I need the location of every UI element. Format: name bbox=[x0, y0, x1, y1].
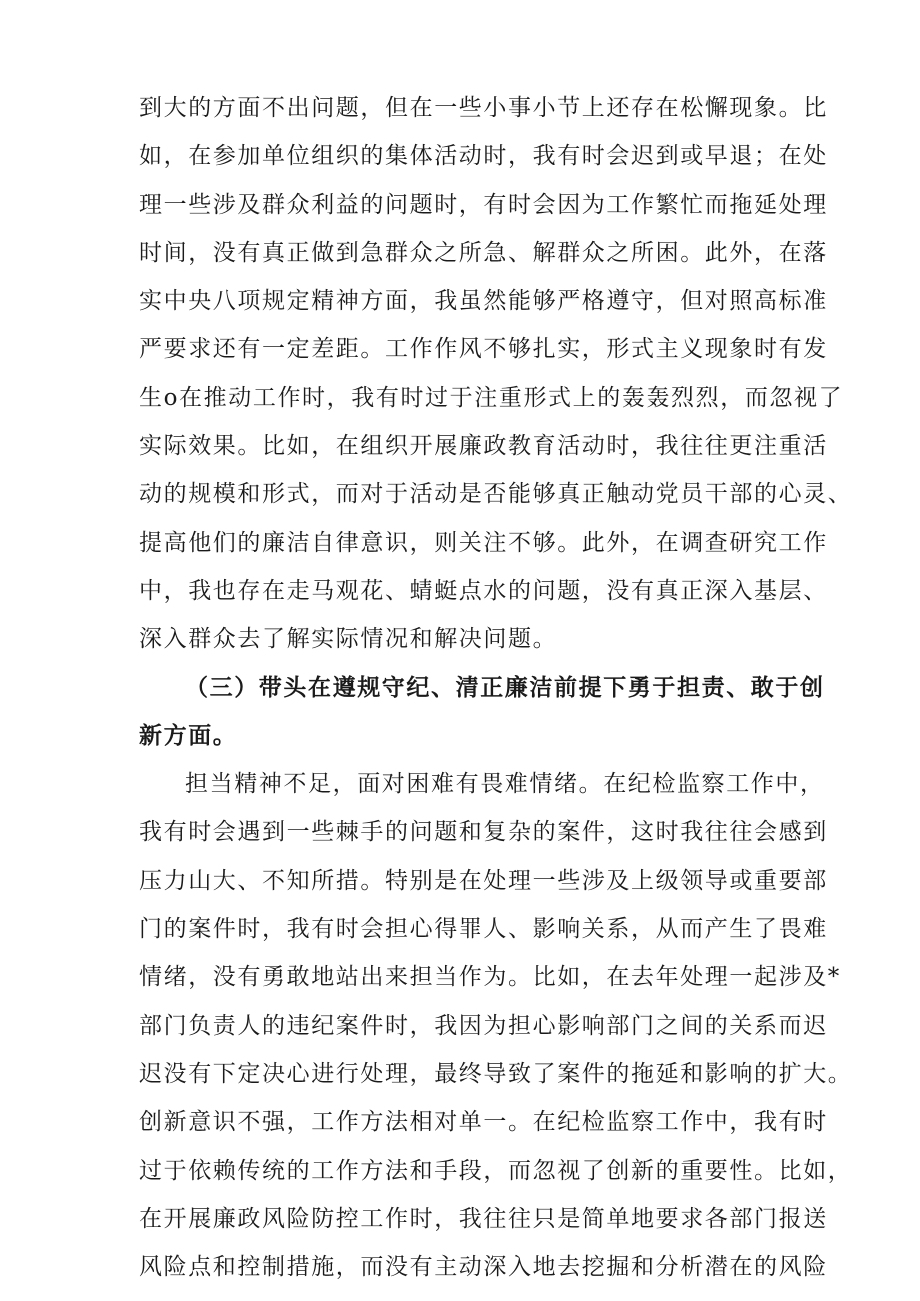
paragraph-responsibility bbox=[139, 760, 853, 1291]
text-line: 风险点和控制措施，而没有主动深入地去挖掘和分析潜在的风险 bbox=[139, 1254, 828, 1281]
text-line: 如，在参加单位组织的集体活动时，我有时会迟到或早退；在处 bbox=[139, 143, 828, 170]
text-line: 到大的方面不出问题，但在一些小事小节上还存在松懈现象。比 bbox=[139, 95, 828, 121]
text-line: 理一些涉及群众利益的问题时，有时会因为工作繁忙而拖延处理 bbox=[139, 191, 828, 218]
text-line: 部门负责人的违纪案件时，我因为担心影响部门之间的关系而迟 bbox=[139, 1012, 828, 1039]
text-line: 我有时会遇到一些棘手的问题和复杂的案件，这时我往往会感到 bbox=[139, 819, 828, 846]
text-line: 提高他们的廉洁自律意识，则关注不够。此外，在调查研究工作 bbox=[139, 529, 828, 556]
heading-line: （三）带头在遵规守纪、清正廉洁前提下勇于担责、敢于创 bbox=[185, 674, 825, 701]
text-line: 生o在推动工作时，我有时过于注重形式上的轰轰烈烈，而忽视了 bbox=[139, 384, 844, 411]
text-line: 门的案件时，我有时会担心得罪人、影响关系，从而产生了畏难 bbox=[139, 916, 828, 943]
text-line: 实中央八项规定精神方面，我虽然能够严格遵守，但对照高标准 bbox=[139, 288, 828, 315]
text-line: 情绪，没有勇敢地站出来担当作为。比如，在去年处理一起涉及* bbox=[139, 964, 841, 991]
text-line: 迟没有下定决心进行处理，最终导致了案件的拖延和影响的扩大。 bbox=[139, 1060, 853, 1087]
heading-line: 新方面。 bbox=[139, 722, 238, 749]
text-line: 严要求还有一定差距。工作作风不够扎实，形式主义现象时有发 bbox=[139, 336, 828, 363]
section-heading bbox=[139, 664, 825, 761]
text-line: 中，我也存在走马观花、蜻蜓点水的问题，没有真正深入基层、 bbox=[139, 577, 828, 604]
text-line: 时间，没有真正做到急群众之所急、解群众之所困。此外，在落 bbox=[139, 239, 828, 266]
text-line: 压力山大、不知所措。特别是在处理一些涉及上级领导或重要部 bbox=[139, 867, 828, 894]
text-line: 担当精神不足，面对困难有畏难情绪。在纪检监察工作中， bbox=[185, 771, 825, 798]
text-line: 过于依赖传统的工作方法和手段，而忽视了创新的重要性。比如， bbox=[139, 1157, 853, 1184]
document-page bbox=[139, 84, 853, 1291]
text-line: 在开展廉政风险防控工作时，我往往只是简单地要求各部门报送 bbox=[139, 1205, 828, 1232]
text-line: 实际效果。比如，在组织开展廉政教育活动时，我往往更注重活 bbox=[139, 433, 828, 460]
text-line: 深入群众去了解实际情况和解决问题。 bbox=[139, 626, 558, 653]
text-line: 创新意识不强，工作方法相对单一。在纪检监察工作中，我有时 bbox=[139, 1109, 828, 1136]
paragraph-conduct bbox=[139, 84, 853, 664]
text-line: 动的规模和形式，而对于活动是否能够真正触动党员干部的心灵、 bbox=[139, 481, 853, 508]
